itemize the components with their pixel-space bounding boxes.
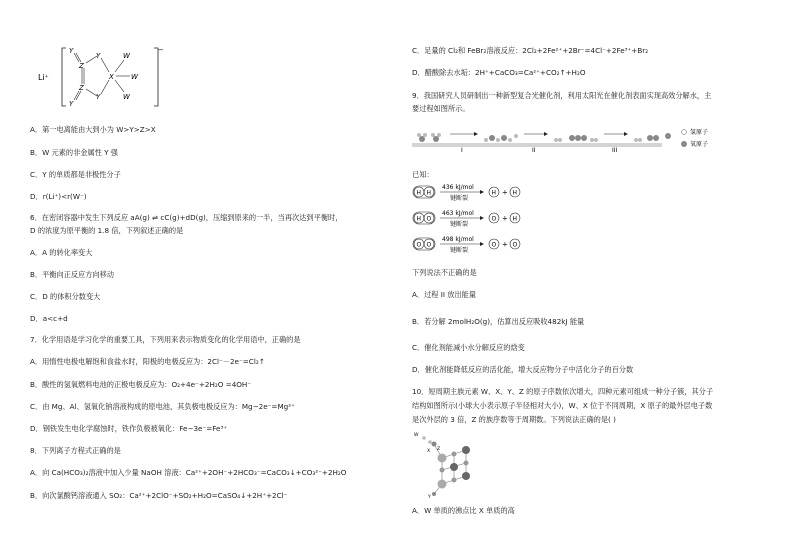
cluster-label-z: Z: [437, 447, 441, 452]
q10-option-a: A．W 单质的沸点比 X 单质的高: [412, 506, 515, 515]
bond-row-ho: [413, 210, 520, 228]
row1-product-2: H: [512, 189, 518, 197]
hydrogen-legend-icon: [682, 130, 687, 135]
q6-option-d: D．a<c+d: [30, 314, 68, 323]
row3-atom-left: O: [416, 241, 422, 249]
atom-y-bottom-left: Y: [69, 100, 74, 108]
q6-stem-line-1: 6．在密闭容器中发生下列反应 aA(g) ⇌ cC(g)+dD(g)，压缩到原来的一半，当再次达到平衡时，: [30, 213, 343, 222]
q9-option-a: A．过程 II 放出能量: [412, 290, 477, 299]
row2-atom-right: O: [426, 215, 432, 223]
q9-stem-line-1: 9．我国研究人员研制出一种新型复合光催化剂，利用太阳光在催化剂表面实现高效分解水，主: [412, 91, 712, 100]
stage-label-1: I: [461, 147, 463, 154]
cluster-label-w: W: [414, 433, 419, 438]
bond-row-oo: [413, 236, 520, 254]
atom-y-top: Y: [96, 52, 101, 60]
atoms-after-stage-2: [554, 135, 598, 142]
q7-option-b: B．酸性的氢氧燃料电池的正极电极反应为：O₂+4e⁻+2H₂O =4OH⁻: [30, 380, 252, 389]
row1-atom-left: H: [416, 189, 422, 197]
molecular-cluster-figure: [412, 430, 482, 500]
known-label: 已知：: [412, 170, 434, 179]
atom-w-bottom: W: [123, 93, 130, 101]
row3-plus: +: [502, 240, 508, 249]
row2-product-1: O: [491, 215, 497, 223]
row1-product-1: H: [491, 189, 497, 197]
q6-stem-line-2: D 的浓度为原平衡的 1.8 倍，下列叙述正确的是: [30, 226, 184, 235]
legend-hydrogen: 氢原子: [690, 129, 709, 136]
water-splitting-process-figure: [412, 124, 752, 154]
row2-plus: +: [502, 214, 508, 223]
li-cation: Li⁺: [38, 73, 49, 82]
q5-option-b: B．W 元素的非金属性 Y 强: [30, 148, 118, 157]
q9-stem-line-2: 要过程如图所示。: [412, 104, 470, 113]
q5-option-d: D．r(Li⁺)<r(W⁻): [30, 192, 87, 201]
legend-oxygen: 氧原子: [690, 141, 709, 148]
q8-option-c: C．足量的 Cl₂和 FeBr₂溶液反应：2Cl₂+2Fe²⁺+2Br⁻=4Cl⁻+2Fe³⁺+Br₂: [412, 46, 649, 55]
stage-label-3: III: [612, 147, 618, 154]
q10-stem-line-2: 结构如图所示(小球大小表示原子半径相对大小)，W、X 位于不同周期，X 原子的最外层电子数: [412, 401, 713, 410]
q7-stem: 7．化学用语是学习化学的重要工具，下列用来表示物质变化的化学用语中，正确的是: [30, 335, 301, 344]
q7-option-c: C．由 Mg、Al、氢氧化钠溶液构成的原电池，其负极电极反应为：Mg−2e⁻=Mg²⁺: [30, 402, 295, 411]
products-after-stage-3: [634, 133, 671, 142]
row3-atom-right: O: [426, 241, 432, 249]
atom-w-right: W: [131, 73, 138, 81]
bond-energy-figure: [412, 182, 552, 260]
q5-option-c: C．Y 的单质都是非极性分子: [30, 170, 121, 179]
bond-row-hh: [413, 184, 520, 202]
q8-option-b: B．向次氯酸钙溶液通入 SO₂：Ca²⁺+2ClO⁻+SO₂+H₂O=CaSO₄↓+2H⁺+2Cl⁻: [30, 491, 288, 500]
row2-product-2: H: [512, 215, 518, 223]
q7-option-a: A．用惰性电极电解饱和食盐水时，阳极的电极反应为：2Cl⁻－2e⁻=Cl₂↑: [30, 357, 265, 366]
row1-action: 键断裂: [450, 195, 469, 202]
q8-option-a: A．向 Ca(HCO₃)₂溶液中加入少量 NaOH 溶液：Ca²⁺+2OH⁻+2HCO₃⁻=CaCO₃↓+CO₃²⁻+2H₂O: [30, 468, 347, 477]
q6-option-b: B．平衡向正反应方向移动: [30, 270, 114, 279]
row2-energy: 463 kJ/mol: [442, 210, 474, 217]
anion-charge: −: [158, 46, 164, 54]
row1-atom-right: H: [426, 189, 432, 197]
atom-z-bottom: Z: [79, 84, 84, 92]
q10-stem-line-3: 是次外层的 3 倍，Z 的族序数等于周期数。下列说法正确的是( ): [412, 415, 616, 424]
li-salt-structure-figure: [38, 44, 168, 110]
q9-option-d: D．催化剂能降低反应的活化能，增大反应物分子中活化分子的百分数: [412, 365, 634, 374]
h2o-molecules-initial: [417, 133, 441, 142]
q8-stem: 8．下列离子方程式正确的是: [30, 446, 121, 455]
oxygen-legend-icon: [681, 141, 687, 147]
cluster-label-y: Y: [428, 495, 431, 500]
q7-option-d: D．钢铁发生电化学腐蚀时，铁作负极被氧化：Fe−3e⁻=Fe³⁺: [30, 424, 228, 433]
atom-y-top-left: Y: [69, 47, 74, 55]
q10-stem-line-1: 10．短周期主族元素 W、X、Y、Z 的原子序数依次增大，四种元素可组成一种分子簇，其分子: [412, 387, 714, 396]
q6-option-c: C．D 的体积分数变大: [30, 292, 101, 301]
atom-x: X: [109, 73, 114, 81]
q9-ask: 下列说法不正确的是: [412, 268, 477, 277]
atom-w-top: W: [123, 52, 130, 60]
row3-product-1: O: [491, 241, 497, 249]
row2-action: 键断裂: [450, 221, 469, 228]
row3-energy: 498 kJ/mol: [442, 236, 474, 243]
cluster-label-x: X: [427, 449, 431, 454]
q9-option-b: B．若分解 2molH₂O(g)，估算出反应吸收482kJ 能量: [412, 317, 585, 326]
atom-z-top: Z: [79, 62, 84, 70]
row2-atom-left: H: [416, 215, 422, 223]
q5-option-a: A．第一电离能由大到小为 W>Y>Z>X: [30, 125, 156, 134]
row3-action: 键断裂: [450, 247, 469, 254]
row1-energy: 436 kJ/mol: [442, 184, 474, 191]
stage-label-2: II: [532, 147, 536, 154]
q9-option-c: C．催化剂能减小水分解反应的焓变: [412, 343, 525, 352]
q8-option-d: D．醋酸除去水垢：2H⁺+CaCO₃=Ca²⁺+CO₂↑+H₂O: [412, 68, 586, 77]
atom-y-bottom: Y: [96, 93, 101, 101]
row3-product-2: O: [512, 241, 518, 249]
row1-plus: +: [502, 188, 508, 197]
atoms-after-stage-1: [484, 134, 518, 142]
q6-option-a: A．A 的转化率变大: [30, 248, 93, 257]
